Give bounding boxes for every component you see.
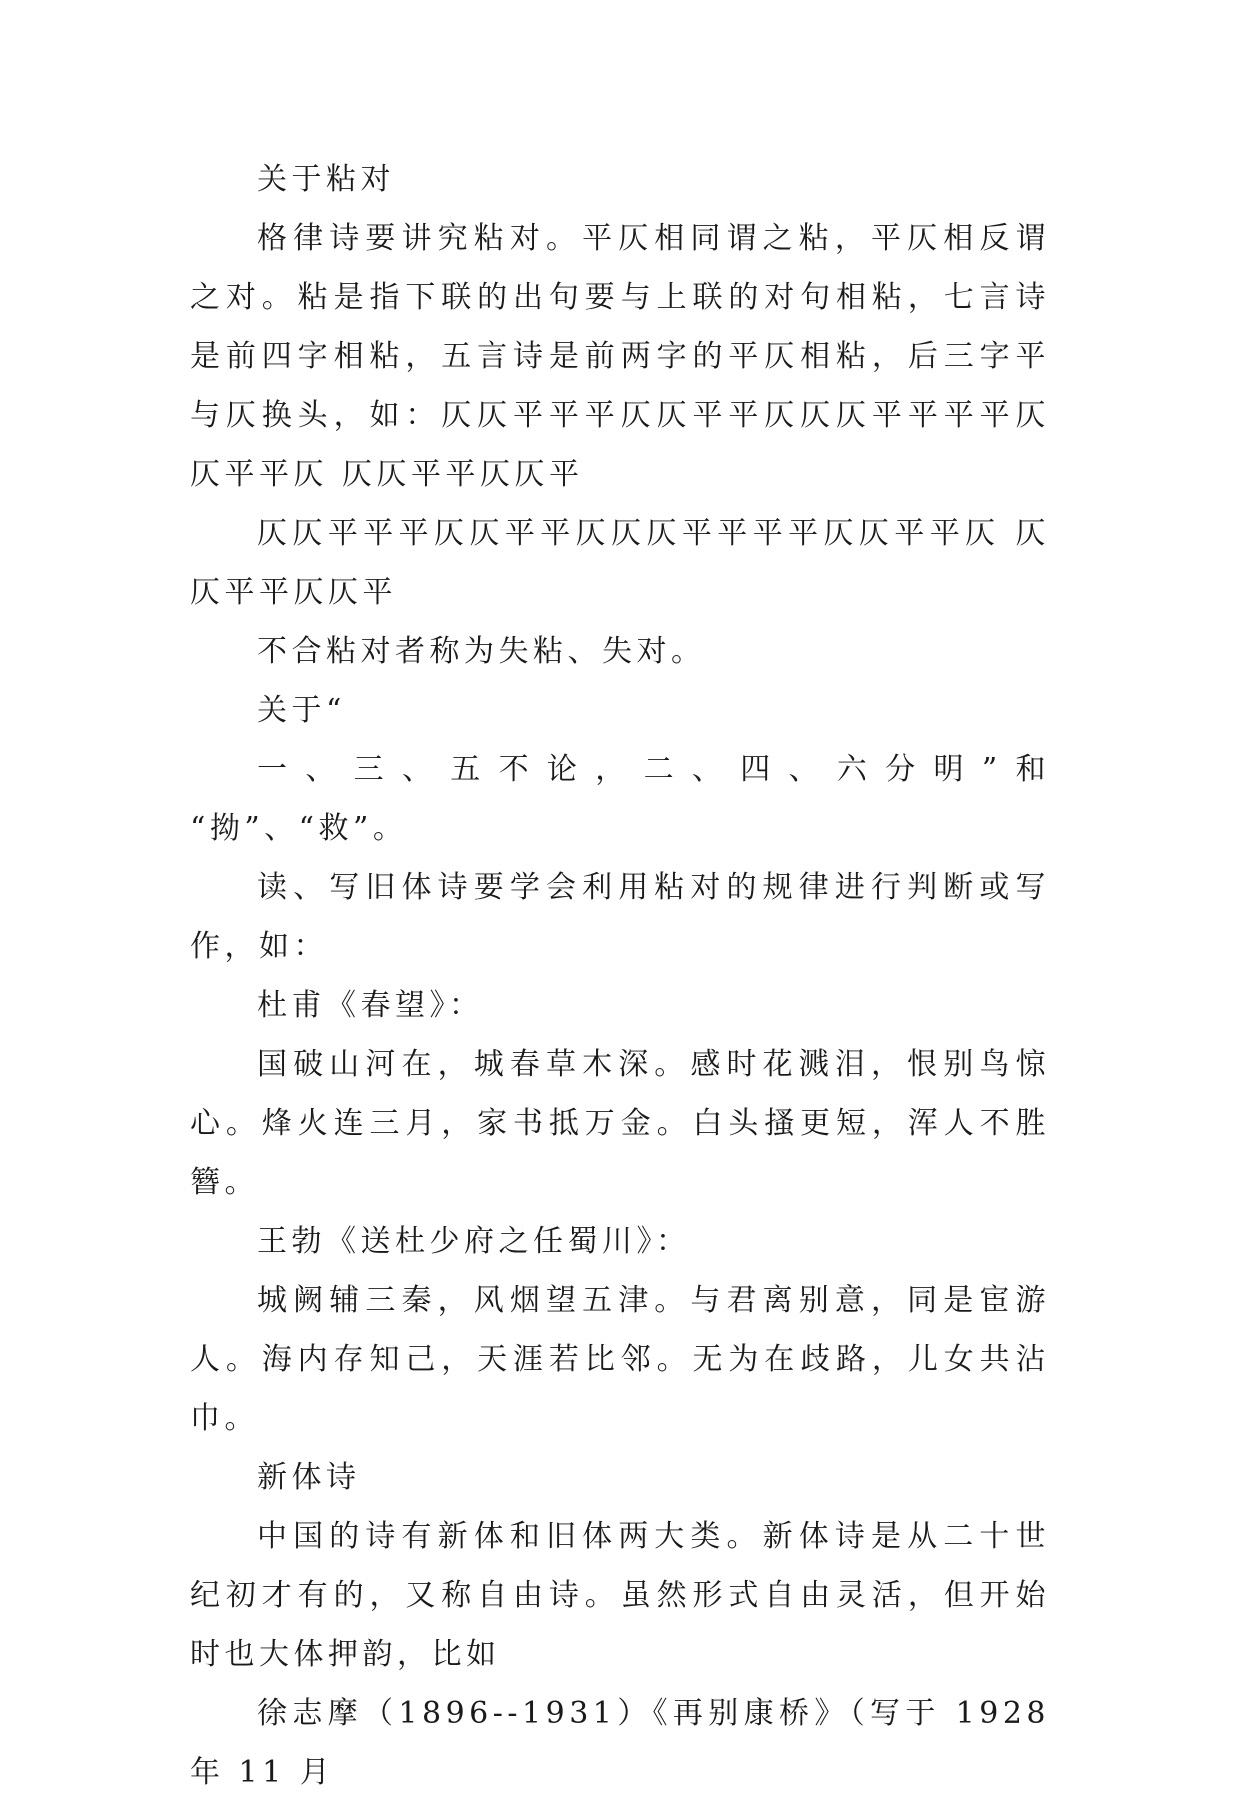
- paragraph-nian-dui-rules: 格律诗要讲究粘对。平仄相同谓之粘，平仄相反谓之对。粘是指下联的出句要与上联的对句相粘，七言诗是前四字相粘，五言诗是前两字的平仄相粘，后三字平与仄换头，如：仄仄平平平仄仄平平仄仄仄平平平平仄仄平平仄 仄仄平平仄仄平: [190, 221, 1050, 492]
- paragraph-du-xie: 读、写旧体诗要学会利用粘对的规律进行判断或写作，如：: [190, 870, 1050, 964]
- heading-guan-yu: 关于“: [257, 693, 346, 728]
- heading-xin-ti-shi: 新体诗: [257, 1460, 361, 1495]
- paragraph-yi-san-wu: 一、三、五不论，二、四、六分明”和 “拗”、“救”。: [190, 752, 1065, 846]
- paragraph-shi-nian: 不合粘对者称为失粘、失对。: [257, 634, 706, 669]
- paragraph-xin-ti-shi: 中国的诗有新体和旧体两大类。新体诗是从二十世纪初才有的，又称自由诗。虽然形式自由灵活，但开始时也大体押韵，比如: [190, 1519, 1050, 1672]
- paragraph-tone-pattern: 仄仄平平平仄仄平平仄仄仄平平平平仄仄平平仄 仄仄平平仄仄平: [190, 516, 1050, 610]
- poem-text-chun-wang: 国破山河在，城春草木深。感时花溅泪，恨别鸟惊心。烽火连三月，家书抵万金。白头搔更短，浑人不胜簪。: [190, 1047, 1050, 1200]
- poem-title-song-du: 王勃《送杜少府之任蜀川》：: [257, 1224, 691, 1259]
- poem-text-song-du: 城阙辅三秦，风烟望五津。与君离别意，同是宦游人。海内存知己，天涯若比邻。无为在歧路，儿女共沾巾。: [190, 1283, 1050, 1436]
- document-body: [190, 150, 1065, 1802]
- paragraph-xu-zhimo: 徐志摩（1896--1931）《再别康桥》（写于 1928 年 11 月: [190, 1696, 1065, 1790]
- poem-title-chun-wang: 杜甫《春望》：: [257, 988, 484, 1023]
- heading-nian-dui: 关于粘对: [257, 162, 395, 197]
